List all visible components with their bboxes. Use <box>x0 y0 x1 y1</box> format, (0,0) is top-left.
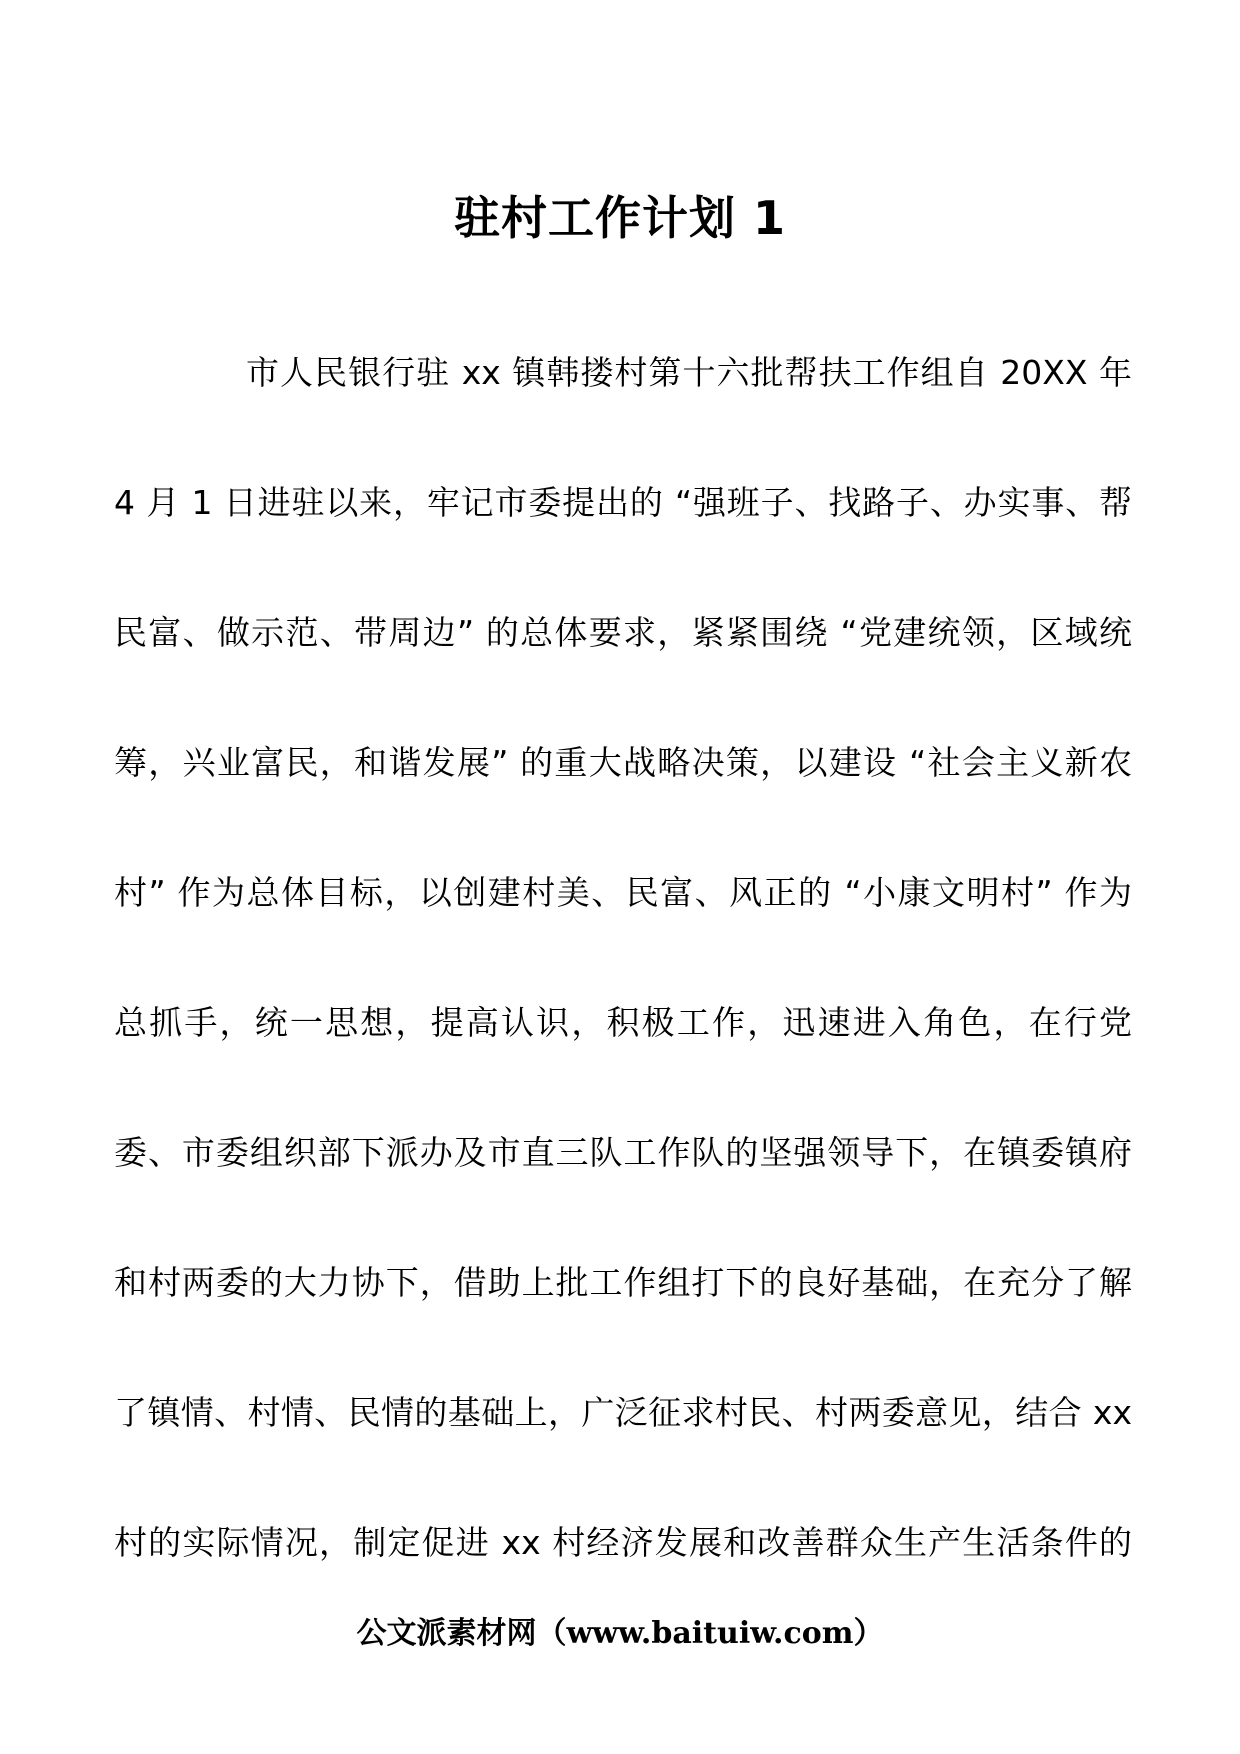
body-line: 村” 作为总体目标，以创建村美、民富、风正的 “小康文明村” 作为 <box>114 873 1132 912</box>
body-line: 筹，兴业富民，和谐发展” 的重大战略决策，以建设 “社会主义新农 <box>114 743 1132 782</box>
document-body <box>114 348 1132 1648</box>
body-line: 委、市委组织部下派办及市直三队工作队的坚强领导下，在镇委镇府 <box>114 1133 1132 1172</box>
body-line: 了镇情、村情、民情的基础上，广泛征求村民、村两委意见，结合 xx <box>114 1393 1132 1432</box>
body-line: 市人民银行驻 xx 镇韩搂村第十六批帮扶工作组自 20XX 年 <box>246 353 1132 392</box>
body-line: 和村两委的大力协下，借助上批工作组打下的良好基础，在充分了解 <box>114 1263 1132 1302</box>
body-line: 村的实际情况，制定促进 xx 村经济发展和改善群众生产生活条件的 <box>114 1523 1132 1562</box>
body-line: 民富、做示范、带周边” 的总体要求，紧紧围绕 “党建统领，区域统 <box>114 613 1132 652</box>
footer-source-text: 公文派素材网（www.baituiw.com） <box>356 1616 884 1651</box>
body-line: 总抓手，统一思想，提高认识，积极工作，迅速进入角色，在行党 <box>114 1003 1132 1042</box>
document-title: 驻村工作计划 1 <box>453 191 787 245</box>
body-line: 4 月 1 日进驻以来，牢记市委提出的 “强班子、找路子、办实事、帮 <box>114 483 1132 522</box>
